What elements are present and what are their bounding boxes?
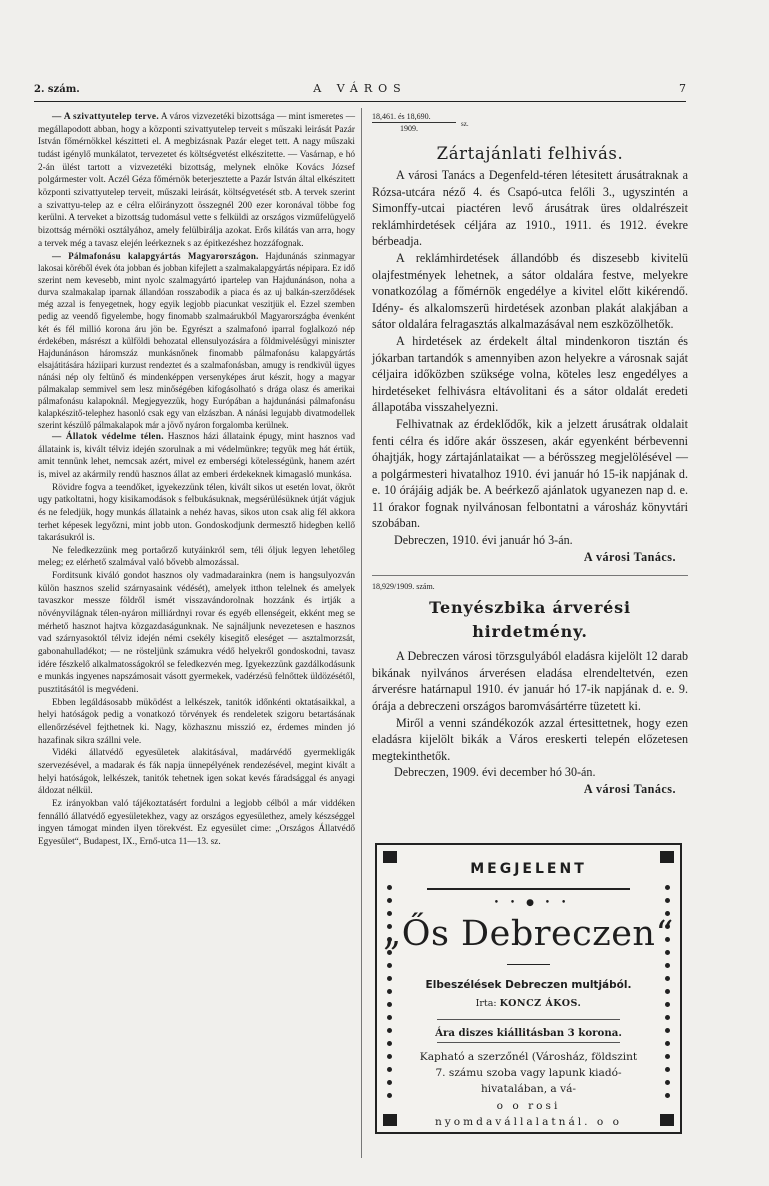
issue-number: 2. szám. [34,84,80,95]
paragraph: Felhivatnak az érdeklődők, kik a jelzett árusátrak oldalait fenti célra és időre akár összesen, akár egyenként bérbevenni óhajtják, hogy zártajánlataikat — a bérösszeg megjelölésével — a polgármesteri hivatalhoz 1910. évi január hó 15-ik napjának d. e. 10 órájáig adják be. A beérkező ajánlatok ugyanezen nap d. e. 11 órakor fognak nyilvánosan felbontatni a városház könyvtári szobában. [372,416,688,531]
reference-year: 1909. [400,124,418,133]
notice-signature: A városi Tanács. [583,549,676,564]
corner-ornament [383,1114,397,1126]
notice-date: Debreczen, 1910. évi január hó 3-án. [394,533,573,548]
book-author [377,998,680,1009]
ad-rule [437,1042,620,1043]
availability-text-end: o o rosi nyomdavállalatnál. o o [434,1099,623,1128]
paragraph: Ez irányokban való tájékoztatásért fordulni a legjobb célból a már viddéken fennálló állatvédő egyesületekhez, vagy az országos egyesülethez, amely készséggel ingyen támogat minden ilyen törekvést. Ez egyesület cime: „Országos Állatvédő Egyesület“, Budapest, IX., Ernő-utca 11—13. sz. [38,798,355,847]
ad-headline-wrap [397,861,660,883]
article-kalapgyartas [38,250,355,431]
article-text: Hasznos házi állataink épugy, mint hasznos vad állataink is, kivált télviz idején szorulnak a mi védelmünkre; tegyük meg hát értük, amit tennünk lehet, nemcsak azért, mivel ez emberségi kötelességünk, hanem azért is, mivel az akármily rendü hasznos állat az emberi érdekeknek kimagasló munkása. [38,431,355,480]
article-allatok-vedelme [38,431,355,482]
reference-number: 18,461. és 18,690. [372,112,431,121]
column-divider [361,108,362,1158]
paragraph: Ebben legáldásosabb müködést a lelkészek, tanitók időnkénti oktatásaikkal, a helyi hatóságok pedig a vonatkozó törvények és rendeletek szigoru betartásának ellenőrzésével fejthetnek ki. Nagy, közhasznu misszió ez, érdemes minden jó hazafinak sikra szállni vele. [38,697,355,746]
book-subtitle: Elbeszélések Debreczen multjából. [425,979,632,991]
article-heading: — Állatok védelme télen. [52,431,164,442]
availability-text: Kapható a szerzőnél (Városház, földszint 7. számu szoba vagy lapunk kiadó-hivatalában, a vá- [419,1051,638,1096]
header-rule [34,101,686,102]
book-title: „Ős Debreczen“ [383,914,674,954]
section-separator [372,575,688,576]
paragraph: A hirdetések az érdekelt által mindenkoron tisztán és jókarban tartandók s amennyiben azon helyekre a városnak saját céljaira időközben szüksége volna, köteles lesz engedélyes a hirdetéseket felhivásra eltávolitani és a sátor oldalát eredeti állapotába visszahelyezni. [372,333,688,415]
ad-availability [417,1049,640,1130]
notice-title: Tenyészbika árverési hirdetmény. [429,598,631,642]
corner-ornament [660,851,674,863]
page-number: 7 [679,82,686,95]
book-advertisement [375,843,682,1134]
notice-reference [372,111,688,141]
corner-ornament [660,1114,674,1126]
paragraph: A városi Tanács a Degenfeld-téren létesitett árusátraknak a Rózsa-utcára néző 4. és Csapó-utca felőli 3., ugyszintén a Simonffy-utcai piactéren levő árusátrak üres oldalrészeit reklámhirdetések céljára az 1910., 1911. és 1912. évekre bérbeadja. [372,168,688,249]
article-text: Hajdunánás szinmagyar lakosai köréből évek óta jobban és jobban kifejlett a szalmakalapgyártás népipara. Ez idő szerint nem kevesebb, mint nyolc szalmagyártó ipartelep van Hajdunánáson, noha a durva szalmakalap iparnak állandóan rosszabodik a piaca és az uj balkán-szerződések még azzal is fenyegetnek, hogy egyik legjobb piacunkat veszitjük el. Ezzel szemben pedig az veendő figyelembe, hogy finomabb szalmaárukból Magyarországba évenként két és fél millió korona áru jön be. Egyrészt a szalmafonó iparral foglalkozó nép érdekében, másrészt a külföldi behozatal ellensulyozására a földmivelésügyi miniszter Hajdunánáson háromszáz munkásnőnek finomabb pálmafonásu kalapgyártás elsajátitására háziipari kurzust rendeztet és a szalmafonásban, amugy is rendkivül ügyes nánási nép oly feltünő és mindenképpen versenyképes árut készit, hogy a magyar pálmakalap semmivel sem lesz minőségében kifogásolható s drága olasz és amerikai pálmafonásu kalapoknál. Megjegyezzük, hogy Európában a hajdunánási pálmafonásu kalapkészitő-telephez hasonló csak egy van elzászban. A nánási legujabb divatmodellek szerint készülő pálmakalapok már a jövő nyáron forgalomba kerülnek. [38,251,355,430]
ad-headline: MEGJELENT [470,861,587,877]
paragraph: A reklámhirdetések állandóbb és diszesebb kivitelü olajfestmények lehetnek, a sátor oldalára festve, melyekre vonatkozólag a főmérnök engedélye a kivitel előtt kikérendő. Idény- és alkalomszerü hirdetések azonban plakát alakjában a sátor oldalára felragasztás alkalmazásával nem eszközölhetők. [372,250,688,332]
notice-title: Zártajánlati felhivás. [436,144,624,163]
paragraph: A Debreczen városi törzsgulyából eladásra kijelölt 12 darab bikának nyilvános árverésen eladása elrendeltetvén, ezen árverésre határnapul 1910. év január hó 17-ik napjának d. e. 9. órája a debreczeni országos baromvásártérre tüzetett ki. [372,649,688,714]
book-price: Ára diszes kiállitásban 3 korona. [435,1027,622,1039]
article-heading: — A szivattyutelep terve. [52,112,159,122]
article-text: A város vizvezetéki bizottsága — mint ismeretes — megállapodott abban, hogy a központi szivattyutelep terveit s műszaki leirását Pazár István főmérnökkel készitteti el. A megbizásnak Pazár eleget tett. A nagy műszaki tudást igénylő munkálatot, tervezetet és költségvetést elkészitette. — Vasárnap, e hó 2-án ülést tartott a vizvezetéki bizottság, melynek elnöke Kovács József polgármester volt. Aczél Géza főmérnök beterjesztette a Pazár István által elkészitett központi szivattyutelep terveit, műszaki leirását, költségvetését stb. A tervek szerint a szivattyu-telep az e célra előirányzott összegnél 200 ezer koronával többe fog kerülni. A terveket a bizottság tudomásul vette s felküldi az országos vizműfelügyelő bizottság mérnöki osztályához, amely felülbirálja azokat. Erős kilátás van arra, hogy a tervek még a tavasz elején leérkeznek s az épitkezéshez hozzáfognak. [38,112,355,249]
notice-signature: A városi Tanács. [583,782,676,796]
ad-headline-rule [427,888,630,890]
right-column [372,111,688,798]
article-heading: — Pálmafonásu kalapgyártás Magyarországon. [52,251,259,262]
article-szivattyutelep [38,111,355,250]
ad-rule [437,1019,620,1020]
ad-ornament-dots: • • ● • • [493,898,571,908]
left-column [38,111,355,849]
paragraph: Miről a venni szándékozók azzal értesittetnek, hogy ezen eladásra kijelölt bikák a Város ereskerti telepén előzetesen megtekinthetők. [372,715,688,763]
page-header [34,80,686,100]
paragraph: Forditsunk kiváló gondot hasznos oly vadmadarainkra (nem is hangsulyozván külön hasznos szelid szárnyasaink védését), amelyek itthon telelnek és amelyek tavaszkor messze földről ismét visszavándorolnak hozzánk és irtják a növényvilágnak télen-nyáron milliárdnyi rovar és egyéb ellenségeit, ekként meg se mérhető hasznot hajtva közgazdaságunknak. Ne sajnáljunk nevezetesen e hasznos vad szárnyasoktól télviz idején némi csekély kisegitő eleséget — asztalmorzsát, gabonahulladékot; — ne rösteljünk számukra védő helyekről gondoskodni, tavasz idére fészkelő alkalmatosságokról se feledkezvén meg. Igyekezzünk gazdálkodásunk e munkás ingyenes napszámosait vásott gyermekek, vadérzésü felnőttek üldözésétől, pusztitásától is megvédeni. [38,571,355,696]
ad-rule [507,964,550,965]
notice-date: Debreczen, 1909. évi december hó 30-án. [394,765,596,780]
paragraph: Rövidre fogva a teendőket, igyekezzünk télen, kivált sikos ut esetén lovat, ökröt ugy patkoltatni, hogy kisikamodások s felbukásuknak, megsérülésüknek útját vágjuk és ne feledjük, hogy munkás állataink a nehéz havas, sikos uton csak alig fél akkora terhet képesek legyőzni, mint jobb uton. Gondoskodjunk dermesztő hidegben kellő takarásukról is. [38,482,355,544]
paragraph: Vidéki állatvédő egyesületek alakitásával, madárvédő gyermekligák szervezésével, a madarak és fák napja ünnepélyének rendezésével, megint kivált a helyi hatóságok, lelkészek, tanitók tehetnek igen sokat kevés fáradsággal és anyagi áldozat nélkül. [38,748,355,797]
author-prefix: Irta: [475,998,497,1009]
paragraph: Ne feledkezzünk meg portaőrző kutyáinkról sem, téli óljuk legyen lehetőleg meleg; ez elérhető szalmával való bővebb almozással. [38,545,355,569]
notice-reference: 18,929/1909. szám. [372,582,435,592]
corner-ornament [383,851,397,863]
reference-suffix: sz. [461,120,469,128]
newspaper-title: A VÁROS [313,82,407,95]
author-name: KONCZ ÁKOS. [499,998,582,1009]
